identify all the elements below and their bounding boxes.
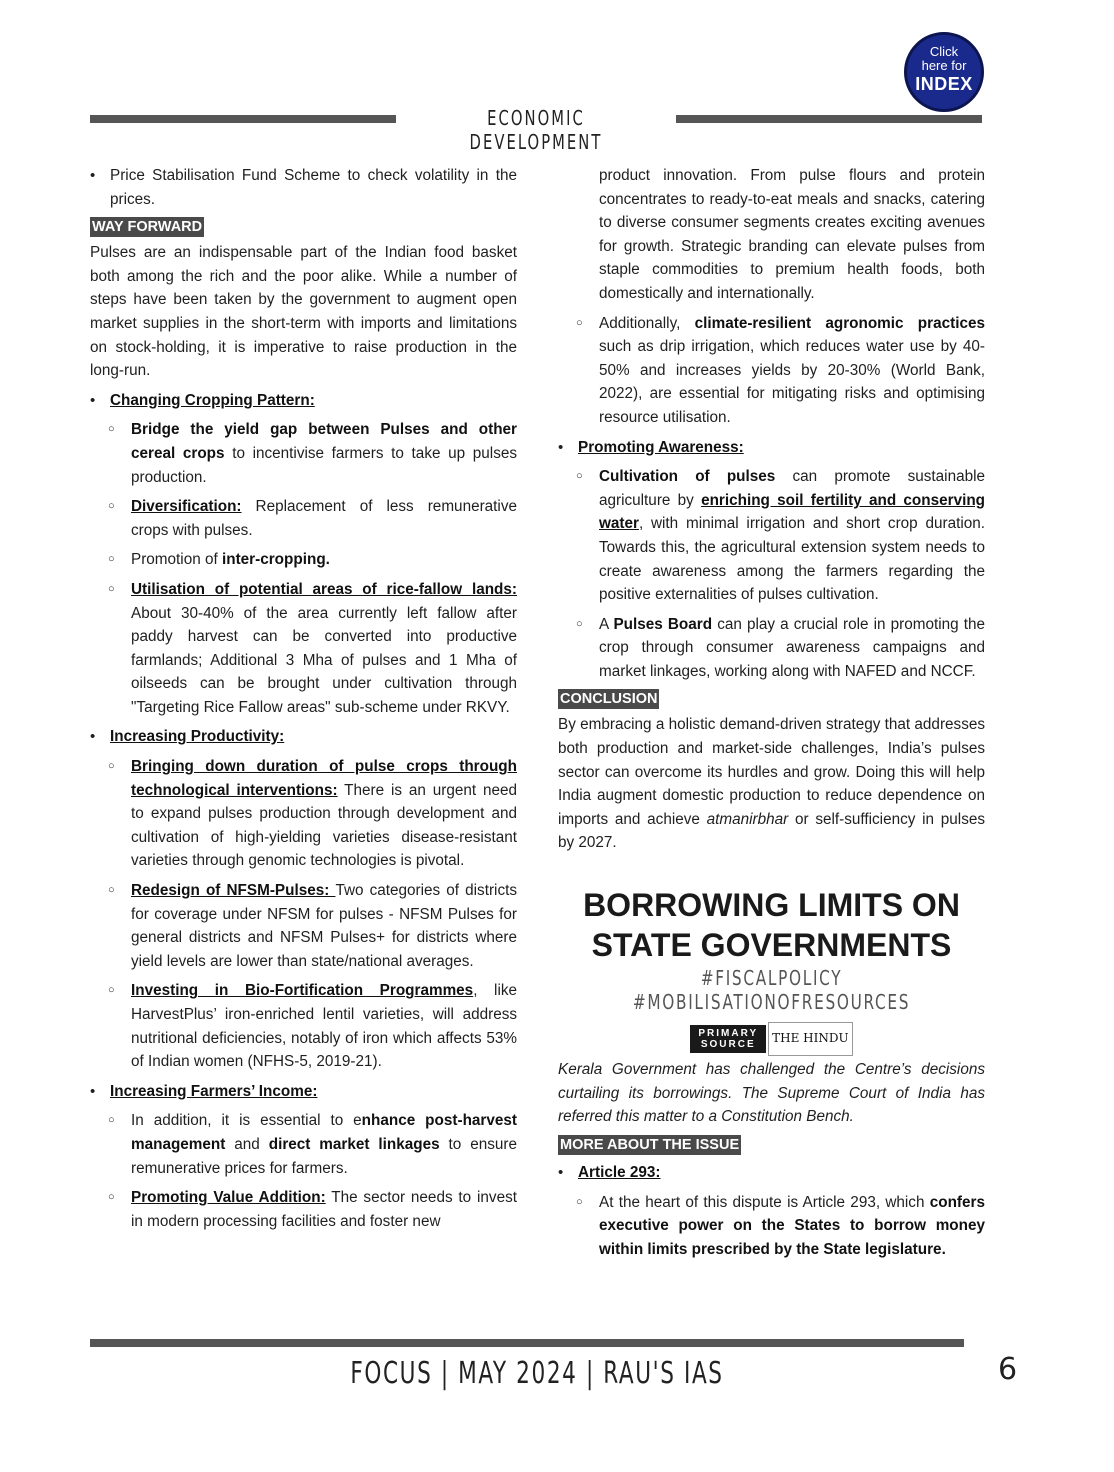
sub-list-item: ○ At the heart of this dispute is Article 293, which confers executive power on the States to borrow money within limits prescribed by the State legislature. [558,1191,985,1262]
page-number: 6 [998,1352,1018,1387]
sources-row [558,1022,985,1050]
list-item-increasing-productivity: • Increasing Productivity: [90,725,517,749]
sub-list-item: ○ Utilisation of potential areas of rice-fallow lands: About 30-40% of the area currently left fallow after paddy harvest can be converted into productive farmlands; Additional 3 Mha of pulses and 1 Mha of oilseeds can be brought under cultivation through "Targeting Rice Fallow areas" sub-scheme under RKVY. [90,578,517,720]
index-button-line1: Click [929,44,959,59]
the-hindu-logo: THE HINDU [768,1022,852,1056]
index-button-line3: INDEX [915,74,973,94]
way-forward-paragraph: Pulses are an indispensable part of the Indian food basket both among the rich and the poor alike. While a number of steps have been taken by the government to augment open market supplies in the short-term with imports and limitations on stock-holding, it is imperative to raise production in the long-run. [90,244,517,380]
list-item-farmers-income: • Increasing Farmers’ Income: [90,1080,517,1104]
conclusion-paragraph: By embracing a holistic demand-driven strategy that addresses both production and market-side challenges, India’s pulses sector can overcome its hurdles and grow. Doing this will help India augment domestic production to reduce dependence on imports and achieve atmanirbhar or self-sufficiency in pulses by 2027. [558,716,985,852]
header-rule-left [90,115,396,123]
footer-text: FOCUS | MAY 2024 | RAU'S IAS [350,1356,724,1391]
sub-list-item: ○ Additionally, climate-resilient agronomic practices such as drip irrigation, which reduces water use by 40-50% and increases yields by 20-30% (World Bank, 2022), are essential for mitigating risks and optimising resource utilisation. [558,312,985,430]
sub-list-item: ○ Promoting Value Addition: The sector needs to invest in modern processing facilities and foster new [90,1186,517,1233]
sub-list-item: ○ A Pulses Board can play a crucial role in promoting the crop through consumer awareness campaigns and market linkages, working along with NAFED and NCCF. [558,613,985,684]
more-about-heading: MORE ABOUT THE ISSUE [560,1137,740,1153]
footer-rule [90,1339,964,1347]
list-item-article-293: • Article 293: [558,1161,985,1185]
left-column [90,164,517,1233]
sub-list-item: ○ Redesign of NFSM-Pulses: Two categories of districts for coverage under NFSM for pulses - NFSM Pulses for general districts and NFSM Pulses+ for districts where yield levels are lower than state/national averages. [90,879,517,973]
index-button[interactable] [904,32,984,112]
header-rule-right [676,115,982,123]
way-forward-heading: WAY FORWARD [92,219,203,236]
sub-list-item: ○ Investing in Bio-Fortification Programmes, like HarvestPlus’ iron-enriched lentil varieties, will address nutritional deficiencies, notably of iron which affects 53% of Indian women (NFHS-5, 2019-21). [90,979,517,1073]
index-button-line2: here for [921,58,967,73]
sub-list-item: ○ Diversification: Replacement of less remunerative crops with pulses. [90,495,517,542]
right-column [558,164,985,1261]
primary-source-badge: PRIMARY SOURCE [690,1025,766,1053]
list-item: • Price Stabilisation Fund Scheme to check volatility in the prices. [90,164,517,211]
list-item-promoting-awareness: • Promoting Awareness: [558,436,985,460]
list-item-changing-cropping: • Changing Cropping Pattern: [90,389,517,413]
sub-list-item: ○ Cultivation of pulses can promote sustainable agriculture by enriching soil fertility and conserving water, with minimal irrigation and short crop duration. Towards this, the agricultural extension system needs to create awareness among the farmers regarding the positive externalities of pulses cultivation. [558,465,985,607]
sub-list-item: ○ In addition, it is essential to enhance post-harvest management and direct market linkages to ensure remunerative prices for farmers. [90,1109,517,1180]
section-title: ECONOMIC DEVELOPMENT [469,106,603,154]
article-tags: #FISCALPOLICY #MOBILISATIONOFRESOURCES [632,966,911,1014]
article-intro: Kerala Government has challenged the Centre’s decisions curtailing its borrowings. The Supreme Court of India has referred this matter to a Constitution Bench. [558,1061,985,1126]
sub-list-item: ○ Promotion of inter-cropping. [90,548,517,572]
sub-list-item: ○ Bringing down duration of pulse crops through technological interventions: There is an urgent need to expand pulses production through development and cultivation of high-yielding varieties disease-resistant varieties through genomic technologies is pivotal. [90,755,517,873]
article-title: BORROWING LIMITS ON STATE GOVERNMENTS [583,887,960,964]
conclusion-heading: CONCLUSION [560,691,658,708]
sub-list-item-continued: product innovation. From pulse flours and protein concentrates to ready-to-eat meals and snacks, catering to diverse consumer segments creates exciting avenues for growth. Strategic branding can elevate pulses from staple commodities to premium health foods, both domestically and internationally. [599,167,985,302]
sub-list-item: ○ Bridge the yield gap between Pulses and other cereal crops to incentivise farmers to take up pulses production. [90,418,517,489]
